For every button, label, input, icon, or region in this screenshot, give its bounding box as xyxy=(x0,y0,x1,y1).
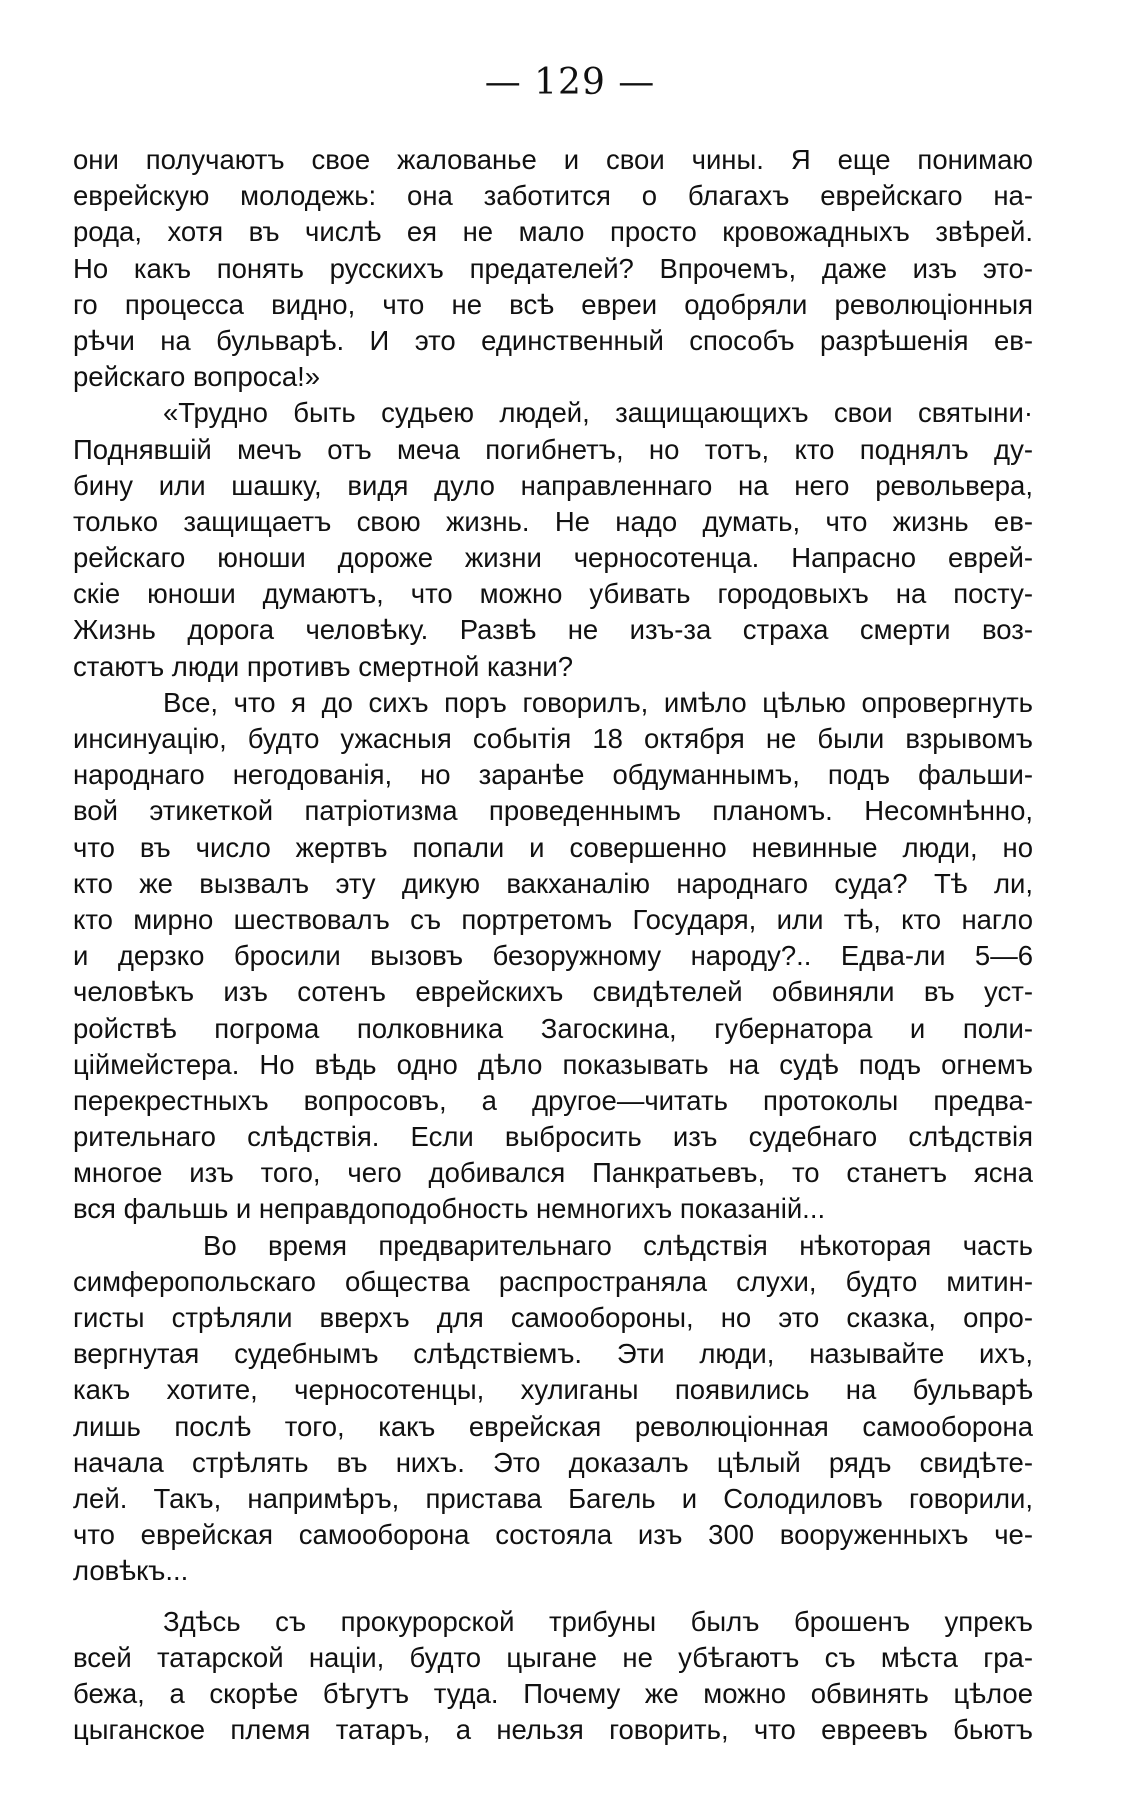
text-line: они получаютъ свое жалованье и свои чины. Я еще понимаю xyxy=(73,144,1033,175)
text-line: какъ хотите, черносотенцы, хулиганы появились на бульварѣ xyxy=(73,1374,1033,1406)
text-line: цыганское племя татаръ, а нельзя говорить, что евреевъ бьютъ xyxy=(73,1714,1033,1746)
text-line: цiймейстера. Но вѣдь одно дѣло показывать на судѣ подъ огнемъ xyxy=(73,1048,1033,1080)
text-line: Поднявшій мечъ отъ меча погибнетъ, но тотъ, кто поднялъ ду- xyxy=(73,433,1033,465)
text-line: еврейскую молодежь: она заботится о благахъ еврейскаго на- xyxy=(73,180,1033,212)
text-line: всей татарской націи, будто цыгане не убѣгаютъ съ мѣста гра- xyxy=(73,1641,1033,1673)
text-line: что въ число жертвъ попали и совершенно невинные люди, но xyxy=(73,831,1033,863)
text-line: Но какъ понять русскихъ предателей? Впрочемъ, даже изъ это- xyxy=(73,252,1033,284)
text-line: инсинуацію, будто ужасныя событія 18 октября не были взрывомъ xyxy=(73,723,1033,754)
text-line: стаютъ люди противъ смертной казни? xyxy=(73,650,574,682)
text-line: и дерзко бросили вызовъ безоружному народу?.. Едва-ли 5—6 xyxy=(73,940,1033,972)
body-text xyxy=(73,142,1033,1748)
text-line: скіе юноши думаютъ, что можно убивать городовыхъ на посту- xyxy=(73,578,1033,610)
paragraph-gap xyxy=(73,1590,1033,1604)
text-line: только защищаетъ свою жизнь. Не надо думать, что жизнь ев- xyxy=(73,505,1033,537)
text-line: кто мирно шествовалъ съ портретомъ Государя, или тѣ, кто нагло xyxy=(73,903,1033,935)
text-line: рейскаго юноши дороже жизни черносотенца. Напрасно еврей- xyxy=(73,542,1033,574)
page-number: — 129 — xyxy=(484,62,656,103)
text-line: ройствѣ погрома полковника Загоскина, губернатора и поли- xyxy=(73,1012,1033,1044)
text-line: народнаго негодованія, но заранѣе обдуманнымъ, подъ фальши- xyxy=(73,759,1033,791)
text-line: кто же вызвалъ эту дикую вакханалію народнаго суда? Тѣ ли, xyxy=(73,867,1033,899)
text-line: рѣчи на бульварѣ. И это единственный способъ разрѣшенія ев- xyxy=(73,324,1033,356)
text-line: Жизнь дорога человѣку. Развѣ не изъ-за страха смерти воз- xyxy=(73,614,1033,646)
text-line: вергнутая судебнымъ слѣдствіемъ. Эти люди, называйте ихъ, xyxy=(73,1338,1033,1370)
text-line: Здѣсь съ прокурорской трибуны былъ брошенъ упрекъ xyxy=(163,1605,1033,1637)
text-line: начала стрѣлять въ нихъ. Это доказалъ цѣлый рядъ свидѣте- xyxy=(73,1446,1033,1478)
text-line: гисты стрѣляли вверхъ для самообороны, но это сказка, опро- xyxy=(73,1302,1033,1333)
text-line: рительнаго слѣдствія. Если выбросить изъ судебнаго слѣдствія xyxy=(73,1121,1033,1153)
text-line: «Трудно быть судьею людей, защищающихъ свои святыни· xyxy=(163,397,1033,429)
text-line: бину или шашку, видя дуло направленнаго на него револьвера, xyxy=(73,469,1033,501)
text-line: бежа, а скорѣе бѣгутъ туда. Почему же можно обвинять цѣлое xyxy=(73,1677,1033,1709)
text-line: что еврейская самооборона состояла изъ 300 вооруженныхъ че- xyxy=(73,1519,1033,1551)
text-line: рейскаго вопроса!» xyxy=(73,361,321,393)
text-line: симферопольскаго общества распространяла слухи, будто митин- xyxy=(73,1265,1033,1297)
text-line: лишь послѣ того, какъ еврейская революціонная самооборона xyxy=(73,1410,1033,1442)
text-line: вой этикеткой патріотизма проведеннымъ планомъ. Несомнѣнно, xyxy=(73,795,1033,827)
text-line: человѣкъ изъ сотенъ еврейскихъ свидѣтелей обвиняли въ уст- xyxy=(73,976,1033,1008)
text-line: перекрестныхъ вопросовъ, а другое—читать протоколы предва- xyxy=(73,1084,1033,1116)
text-line: Все, что я до сихъ поръ говорилъ, имѣло цѣлью опровергнуть xyxy=(163,686,1033,718)
text-line: лей. Такъ, напримѣръ, пристава Багель и Солодиловъ говорили, xyxy=(73,1482,1033,1514)
text-line: ловѣкъ... xyxy=(73,1555,189,1587)
text-line: Во время предварительнаго слѣдствія нѣкоторая часть xyxy=(203,1229,1033,1261)
text-line: рода, хотя въ числѣ ея не мало просто кровожадныхъ звѣрей. xyxy=(73,216,1033,248)
text-line: многое изъ того, чего добивался Панкратьевъ, то станетъ ясна xyxy=(73,1157,1033,1189)
text-line: го процесса видно, что не всѣ евреи одобряли революціонныя xyxy=(73,288,1033,320)
text-line: вся фальшь и неправдоподобность немногихъ показаній... xyxy=(73,1193,826,1225)
